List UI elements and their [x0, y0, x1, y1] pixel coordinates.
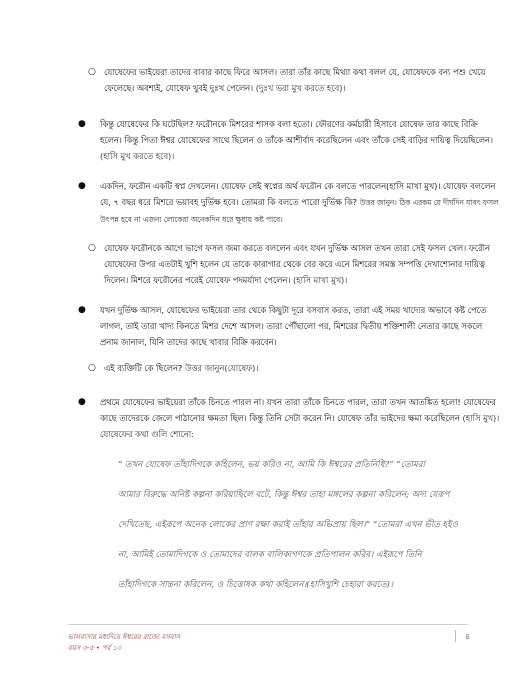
bullet-item-2-text: একদিন, ফরৌন একটি স্বপ্ন দেখলেন। যোষেফ সেই স্বপ্নের অর্থ ফরৌন কে বলতে পারলেন(হাসি মাখা মুখ)। যোষেফ বললেন যে, ৭ বছর ধরে মিশরে ভয়াবহ দুর্ভিক্ষ হবে। তোমরা কি বলতে পারো দুর্ভিক্ষ কি?	[100, 181, 496, 207]
quote-line: তাঁহাদিগকে সান্তনা করিলেন, ও চিত্তোষক কথা কহিলেন।(হাসিখুশি চেহারা করতে)।	[118, 580, 393, 590]
bullet-icon: ●	[78, 397, 86, 407]
circle-bullet-icon: ○	[88, 67, 96, 77]
sub-item-2	[88, 240, 494, 288]
bullet-icon: ●	[78, 181, 86, 191]
page-number: ৪	[465, 632, 471, 641]
scripture-quote	[118, 450, 506, 600]
footer-divider	[68, 624, 468, 625]
quote-line: আমার বিরুদ্ধে অনিষ্ট কল্পনা করিয়াছিলে বটে, কিন্তু ঈশ্বর তাহা মঙ্গলের কল্পনা করিলেন; অদ্য যেরূপ	[118, 490, 450, 500]
bullet-item-2-note: উত্তর জানুন। ঠিক এরকম যে দীর্ঘদিন যাবৎ ফসল উৎপন্ন হবে না এজন্য লোকেরা অনেকদিন ধরে ক্ষুধায় কষ্ট পাবে।	[100, 198, 499, 224]
footer	[68, 632, 180, 654]
sub-item-3-text: এই ব্যক্তিটি কে ছিলেন?	[104, 363, 183, 373]
bullet-item-2	[78, 178, 500, 228]
bullet-item-1-text: কিন্তু যোষেফের কি ঘটেছিল? ফরৌনকে মিশরের শাসক বলা হতো। ফৌরণের কর্মচারী হিসাবে যোষেফ তার কাছে বিক্রি হলেন। কিন্তু পিতা ঈশ্বর যোষেফের সাথে ছিলেন ও তাঁকে আশীর্বাদ করেছিলেন এবং তাঁকে সেই বাড়ির দায়িত্ব দিয়েছিলেন।	[100, 119, 493, 145]
circle-bullet-icon: ○	[88, 363, 96, 373]
circle-bullet-icon: ○	[88, 243, 96, 253]
sub-item-1-note: (দুঃখ ভরা মুখ করতে হবে)।	[255, 83, 346, 93]
footer-title: ভালবাসার মধ্যদিয়ে ঈশ্বরের রাজ্যে বসবাস	[68, 633, 181, 641]
quote-line: দেখিতেছ, এইরূপে অনেক লোকের প্রাণ রক্ষা করাই তাঁহার অভিপ্রায় ছিল।” “তোমরা এখন ভীত হইও	[118, 520, 458, 530]
sub-item-3-note: উত্তর জানুন(যোষেফ)।	[184, 363, 259, 373]
bullet-item-4-text: প্রথমে যোষেফের ভাইয়েরা তাঁকে চিনতে পারল না। যখন তারা তাঁকে চিনতে পারল, তারা তখন আতঙ্কিত হলো! যোষেফের কাছে তাদেরকে জেলে পাঠানোর ক্ষমতা ছিল। কিন্তু তিনি সেটা করেন নি। যোষেফ তাঁর ভাইদের ক্ষমা করেছিলেন	[100, 397, 496, 423]
bullet-item-3-text: যখন দুর্ভিক্ষ আসল, যোষেফের ভাইয়েরা তার থেকে কিছুটা দূরে বসবাস করত, তারা এই সময় খাদ্যের অভাবে কষ্ট পেতে লাগল, তাই তারা খাদ্য কিনতে মিশর দেশে আসল। তারা পৌঁছালো পর, মিশরের দ্বিতীয় শক্তিশালী নেতার কাছে সকলে প্রনাম জানাল, যিনি তাদের কাছে খাবার বিক্রি করবেন।	[100, 305, 487, 347]
quote-line: না, আমিই তোমাদিগকে ও তোমাদের বালক বালিকাগণকে প্রতিপালন করিব। এইরূপে তিনি	[118, 550, 422, 560]
bullet-icon: ●	[78, 119, 86, 129]
sub-item-1	[88, 64, 494, 96]
sub-item-3	[88, 360, 494, 376]
bullet-item-4	[78, 394, 500, 442]
bullet-item-1	[78, 116, 500, 164]
bullet-item-1-note: (হাসি মুখ করতে হবে)।	[100, 151, 175, 161]
footer-subtitle: বয়স ৩-৫ • পর্ব ১০	[68, 644, 122, 652]
bullet-item-3	[78, 302, 500, 350]
sub-item-2-text: যোষেফ ফরৌনকে আগে ভাগে ফসল জমা করতে বললেন এবং যখন দুর্ভিক্ষ আসল তখন তারা সেই ফসল খেল। ফরৌন যোষেফের উপর এতটাই খুশি হলেন যে তাকে কারাগার থেকে বের করে এনে মিশরের সমস্ত সম্পত্তি দেখাশোনার দায়িত্ব দিলেন। মিশরে ফরৌনের পরেই যোষেফ পদমর্যাদা পেলেন।	[104, 243, 490, 285]
page-number-divider	[455, 630, 456, 642]
sub-item-2-note: (হাসি মাখা মুখ)।	[292, 275, 348, 285]
sub-item-1-text: যোষেফের ভাইয়েরা তাদের বাবার কাছে ফিরে আসল। তারা তাঁর কাছে মিথ্যা কথা বলল যে, যোষেফকে বন্য পশু খেয়ে ফেলেছে। অবশ্যই, যোষেফ খুবই দুঃখ পেলেন।	[104, 67, 486, 93]
quote-line: “ তখন যোষেফ তাঁহাদিগকে কহিলেন, ভয় করিও না, আমি কি ঈশ্বরের প্রতিনিধি?” “তোমরা	[118, 460, 426, 470]
bullet-icon: ●	[78, 305, 86, 315]
bullet-item-4-note: (হাসি মুখ)। যোষেফের কথা গুলি শোনো:	[100, 413, 500, 439]
